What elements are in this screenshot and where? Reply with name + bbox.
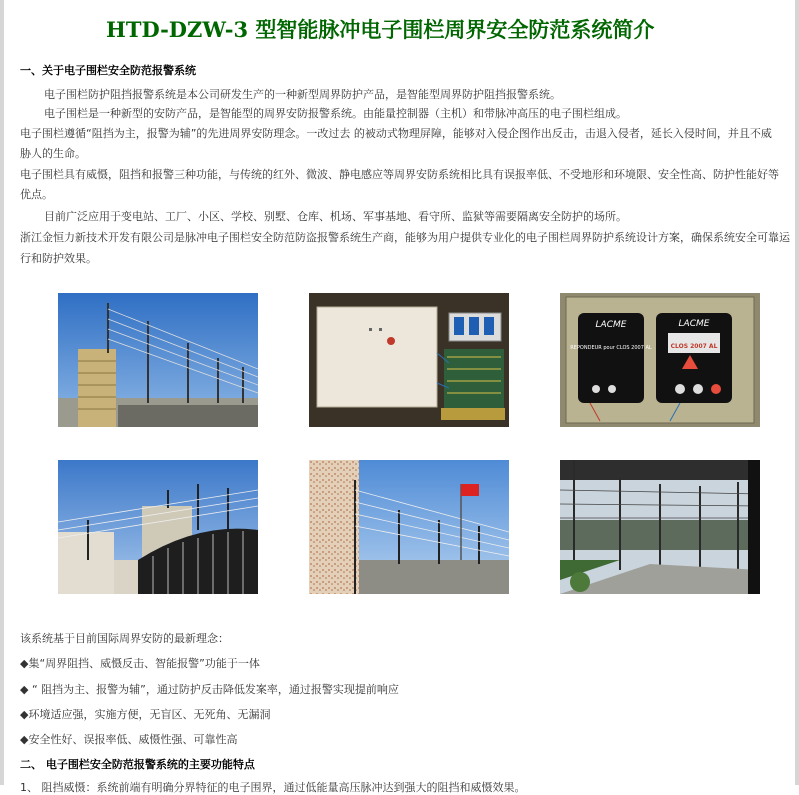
paragraph-3-cont: 胁人的生命。 <box>20 147 86 160</box>
paragraph-1: 电子围栏防护阻挡报警系统是本公司研发生产的一种新型周界防护产品，是智能型周界防护阻挡报警系统。 <box>44 88 561 101</box>
concept-bullet-4: ◆安全性好、误报率低、威慑性强、可靠性高 <box>20 733 238 746</box>
photo-fence-wall <box>58 293 258 427</box>
lacme-logo-left: LACME <box>595 320 627 330</box>
paragraph-6: 浙江金恒力新技术开发有限公司是脉冲电子围栏安全防范防盗报警系统生产商，能够为用户提供专业化的电子围栏周界防护系统设计方案，确保系统安全可靠运 <box>20 231 790 244</box>
paragraph-2: 电子围栏是一种新型的安防产品，是智能型的周界安防报警系统。由能量控制器（主机）和带脉冲高压的电子围栏组成。 <box>44 107 627 120</box>
paragraph-4-cont: 优点。 <box>20 188 53 201</box>
paragraph-4: 电子围栏具有威慑，阻挡和报警三种功能，与传统的红外、微波、静电感应等周界安防系统相比具有误报率低、不受地形和环境限、安全性高、防护性能好等 <box>20 168 779 181</box>
photo-wall-flag <box>309 460 509 594</box>
photo-lacme-units <box>560 293 760 427</box>
section2-item-1-cut: 1、 阻挡威慑：系统前端有明确分界特征的电子围界，通过低能量高压脉冲达到强大的阻挡和威慑效果。 <box>20 781 526 794</box>
photo-control-box <box>309 293 509 427</box>
paragraph-3: 电子围栏遵循“阻挡为主，报警为辅”的先进周界安防理念。一改过去 的被动式物理屏障，能够对入侵企图作出反击，击退入侵者，延长入侵时间，并且不威 <box>20 127 772 140</box>
concept-bullet-1: ◆集“周界阻挡、威慑反击、智能报警”功能于一体 <box>20 657 260 670</box>
concept-bullet-3: ◆环境适应强，实施方便，无盲区、无死角、无漏洞 <box>20 708 271 721</box>
photo-substation <box>560 460 760 594</box>
page-frame-right <box>795 0 799 785</box>
concept-intro: 该系统基于目前国际周界安防的最新理念： <box>20 632 229 645</box>
lacme-clos-label: CLOS 2007 AL <box>670 343 718 350</box>
lacme-repondeur-label: REPONDEUR pour CLOS 2007 AL <box>570 345 652 351</box>
section1-heading: 一、关于电子围栏安全防范报警系统 <box>20 64 196 77</box>
concept-bullet-2: ◆ “ 阻挡为主、报警为辅”，通过防护反击降低发案率，通过报警实现提前响应 <box>20 683 399 696</box>
page-title: HTD-DZW-3 型智能脉冲电子围栏周界安全防范系统简介 <box>106 17 655 42</box>
paragraph-5: 目前广泛应用于变电站、工厂、小区、学校、别墅、仓库、机场、军事基地、看守所、监狱等需要隔离安全防护的场所。 <box>44 210 627 223</box>
section2-heading: 二、 电子围栏安全防范报警系统的主要功能特点 <box>20 758 255 771</box>
photo-gate-fence <box>58 460 258 594</box>
page-frame-left <box>0 0 4 785</box>
lacme-logo-right: LACME <box>678 319 710 329</box>
paragraph-6-cont: 行和防护效果。 <box>20 252 97 265</box>
